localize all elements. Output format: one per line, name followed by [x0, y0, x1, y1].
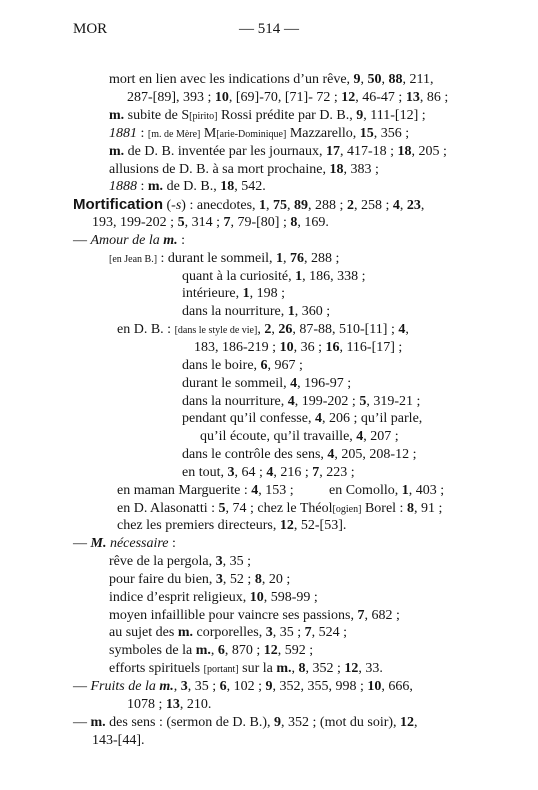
index-line: en tout, 3, 64 ; 4, 216 ; 7, 223 ; [182, 465, 355, 480]
index-line: rêve de la pergola, 3, 35 ; [109, 554, 252, 569]
index-line: pendant qu’il confesse, 4, 206 ; qu’il parle, [182, 411, 423, 426]
index-line: 1888 : m. de D. B., 18, 542. [109, 179, 266, 194]
index-line: 1078 ; 13, 210. [127, 697, 212, 712]
page-number: — 514 — [239, 21, 299, 37]
index-line: 287-[89], 393 ; 10, [69]-70, [71]- 72 ; 12, 46-47 ; 13, 86 ; [127, 90, 449, 105]
index-line: efforts spirituels [portant] sur la m., 8, 352 ; 12, 33. [109, 661, 383, 676]
index-line: en D. Alasonatti : 5, 74 ; chez le Théol[ogien] Borel : 8, 91 ; [117, 501, 443, 516]
index-line: pour faire du bien, 3, 52 ; 8, 20 ; [109, 572, 291, 587]
index-line: indice d’esprit religieux, 10, 598-99 ; [109, 590, 318, 605]
index-line: 1881 : [m. de Mère] M[arie-Dominique] Mazzarello, 15, 356 ; [109, 126, 410, 141]
index-line: symboles de la m., 6, 870 ; 12, 592 ; [109, 643, 314, 658]
index-subheading: — Amour de la m. : [73, 233, 185, 248]
index-entry-heading: Mortification (-s) : anecdotes, 1, 75, 89, 288 ; 2, 258 ; 4, 23, [73, 196, 425, 213]
index-line: quant à la curiosité, 1, 186, 338 ; [182, 269, 366, 284]
index-line: en D. B. : [dans le style de vie], 2, 26, 87-88, 510-[11] ; 4, [117, 322, 409, 337]
index-line: 183, 186-219 ; 10, 36 ; 16, 116-[17] ; [194, 340, 403, 355]
index-line: allusions de D. B. à sa mort prochaine, 18, 383 ; [109, 162, 379, 177]
index-subheading: — m. des sens : (sermon de D. B.), 9, 352 ; (mot du soir), 12, [73, 715, 418, 730]
index-line: 143-[44]. [92, 733, 145, 748]
index-line: dans la nourriture, 1, 360 ; [182, 304, 331, 319]
index-line: en maman Marguerite : 4, 153 ; [117, 483, 294, 498]
index-line: qu’il écoute, qu’il travaille, 4, 207 ; [200, 429, 399, 444]
index-line: mort en lien avec les indications d’un rêve, 9, 50, 88, 211, [109, 72, 434, 87]
index-line: intérieure, 1, 198 ; [182, 286, 286, 301]
index-line: dans le contrôle des sens, 4, 205, 208-12 ; [182, 447, 417, 462]
index-line: dans le boire, 6, 967 ; [182, 358, 303, 373]
index-line: en Comollo, 1, 403 ; [329, 483, 445, 498]
index-line: au sujet des m. corporelles, 3, 35 ; 7, 524 ; [109, 625, 347, 640]
index-line: durant le sommeil, 4, 196-97 ; [182, 376, 352, 391]
index-line: chez les premiers directeurs, 12, 52-[53]. [117, 518, 347, 533]
index-line: m. de D. B. inventée par les journaux, 17, 417-18 ; 18, 205 ; [109, 144, 447, 159]
index-subheading: — M. nécessaire : [73, 536, 176, 551]
index-line: dans la nourriture, 4, 199-202 ; 5, 319-21 ; [182, 394, 421, 409]
index-subheading: — Fruits de la m., 3, 35 ; 6, 102 ; 9, 352, 355, 998 ; 10, 666, [73, 679, 413, 694]
index-line: moyen infaillible pour vaincre ses passions, 7, 682 ; [109, 608, 400, 623]
index-line: [en Jean B.] : durant le sommeil, 1, 76, 288 ; [109, 251, 340, 266]
index-line: m. subite de S[pirito] Rossi prédite par D. B., 9, 111-[12] ; [109, 108, 426, 123]
index-line: 193, 199-202 ; 5, 314 ; 7, 79-[80] ; 8, 169. [92, 215, 329, 230]
running-head: MOR [73, 21, 108, 37]
